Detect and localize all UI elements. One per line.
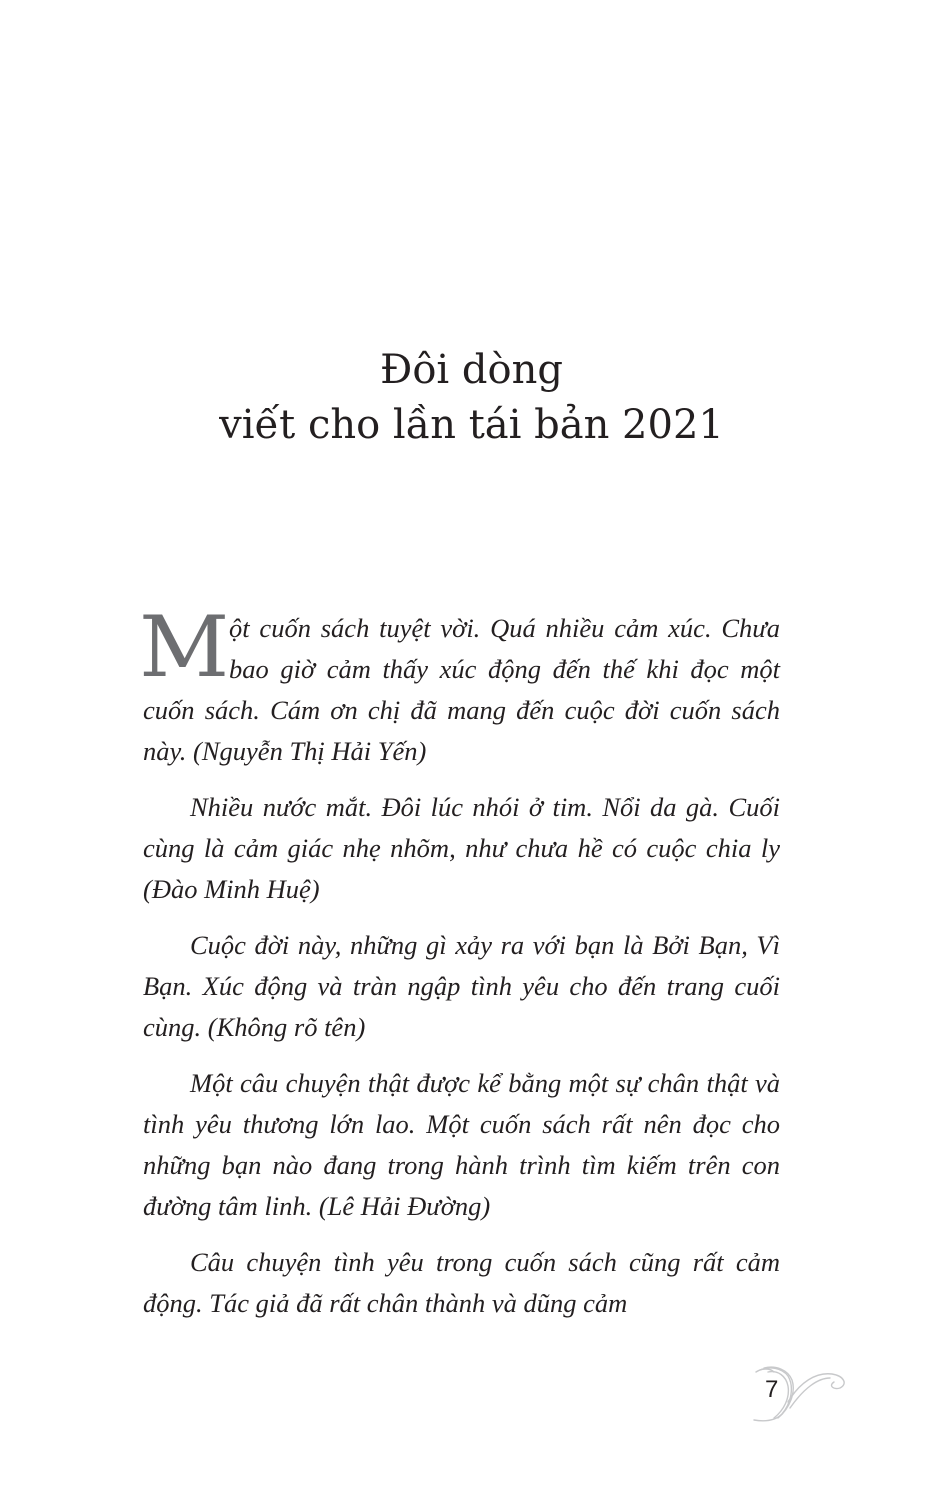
paragraph-1-text: ột cuốn sách tuyệt vời. Quá nhiều cảm xúc. Chưa bao giờ cảm thấy xúc động đến thế khi đọc một cuốn sách. Cám ơn chị đã mang đến cuộc đời cuốn sách này. (Nguyễn Thị Hải Yến)	[143, 613, 780, 766]
body-text	[138, 598, 780, 1339]
title-line-1: Đôi dòng	[380, 347, 563, 393]
paragraph-3: Cuộc đời này, những gì xảy ra với bạn là Bởi Bạn, Vì Bạn. Xúc động và tràn ngập tình yêu cho đến trang cuối cùng. (Không rõ tên)	[143, 930, 780, 1042]
paragraph-5: Câu chuyện tình yêu trong cuốn sách cũng rất cảm động. Tác giả đã rất chân thành và dũng cảm	[143, 1247, 780, 1318]
page-footer	[748, 1362, 858, 1426]
paragraph-1	[138, 598, 780, 772]
title-line-2: viết cho lần tái bản 2021	[219, 402, 724, 448]
drop-cap: M	[138, 598, 226, 696]
paragraph-2: Nhiều nước mắt. Đôi lúc nhói ở tim. Nổi da gà. Cuối cùng là cảm giác nhẹ nhõm, như chưa hề có cuộc chia ly (Đào Minh Huệ)	[143, 792, 780, 904]
paragraph-4: Một câu chuyện thật được kể bằng một sự chân thật và tình yêu thương lớn lao. Một cuốn sách rất nên đọc cho những bạn nào đang trong hành trình tìm kiếm trên con đường tâm linh. (Lê Hải Đường)	[143, 1068, 780, 1221]
page-number: 7	[765, 1376, 779, 1403]
page-title	[0, 343, 943, 453]
